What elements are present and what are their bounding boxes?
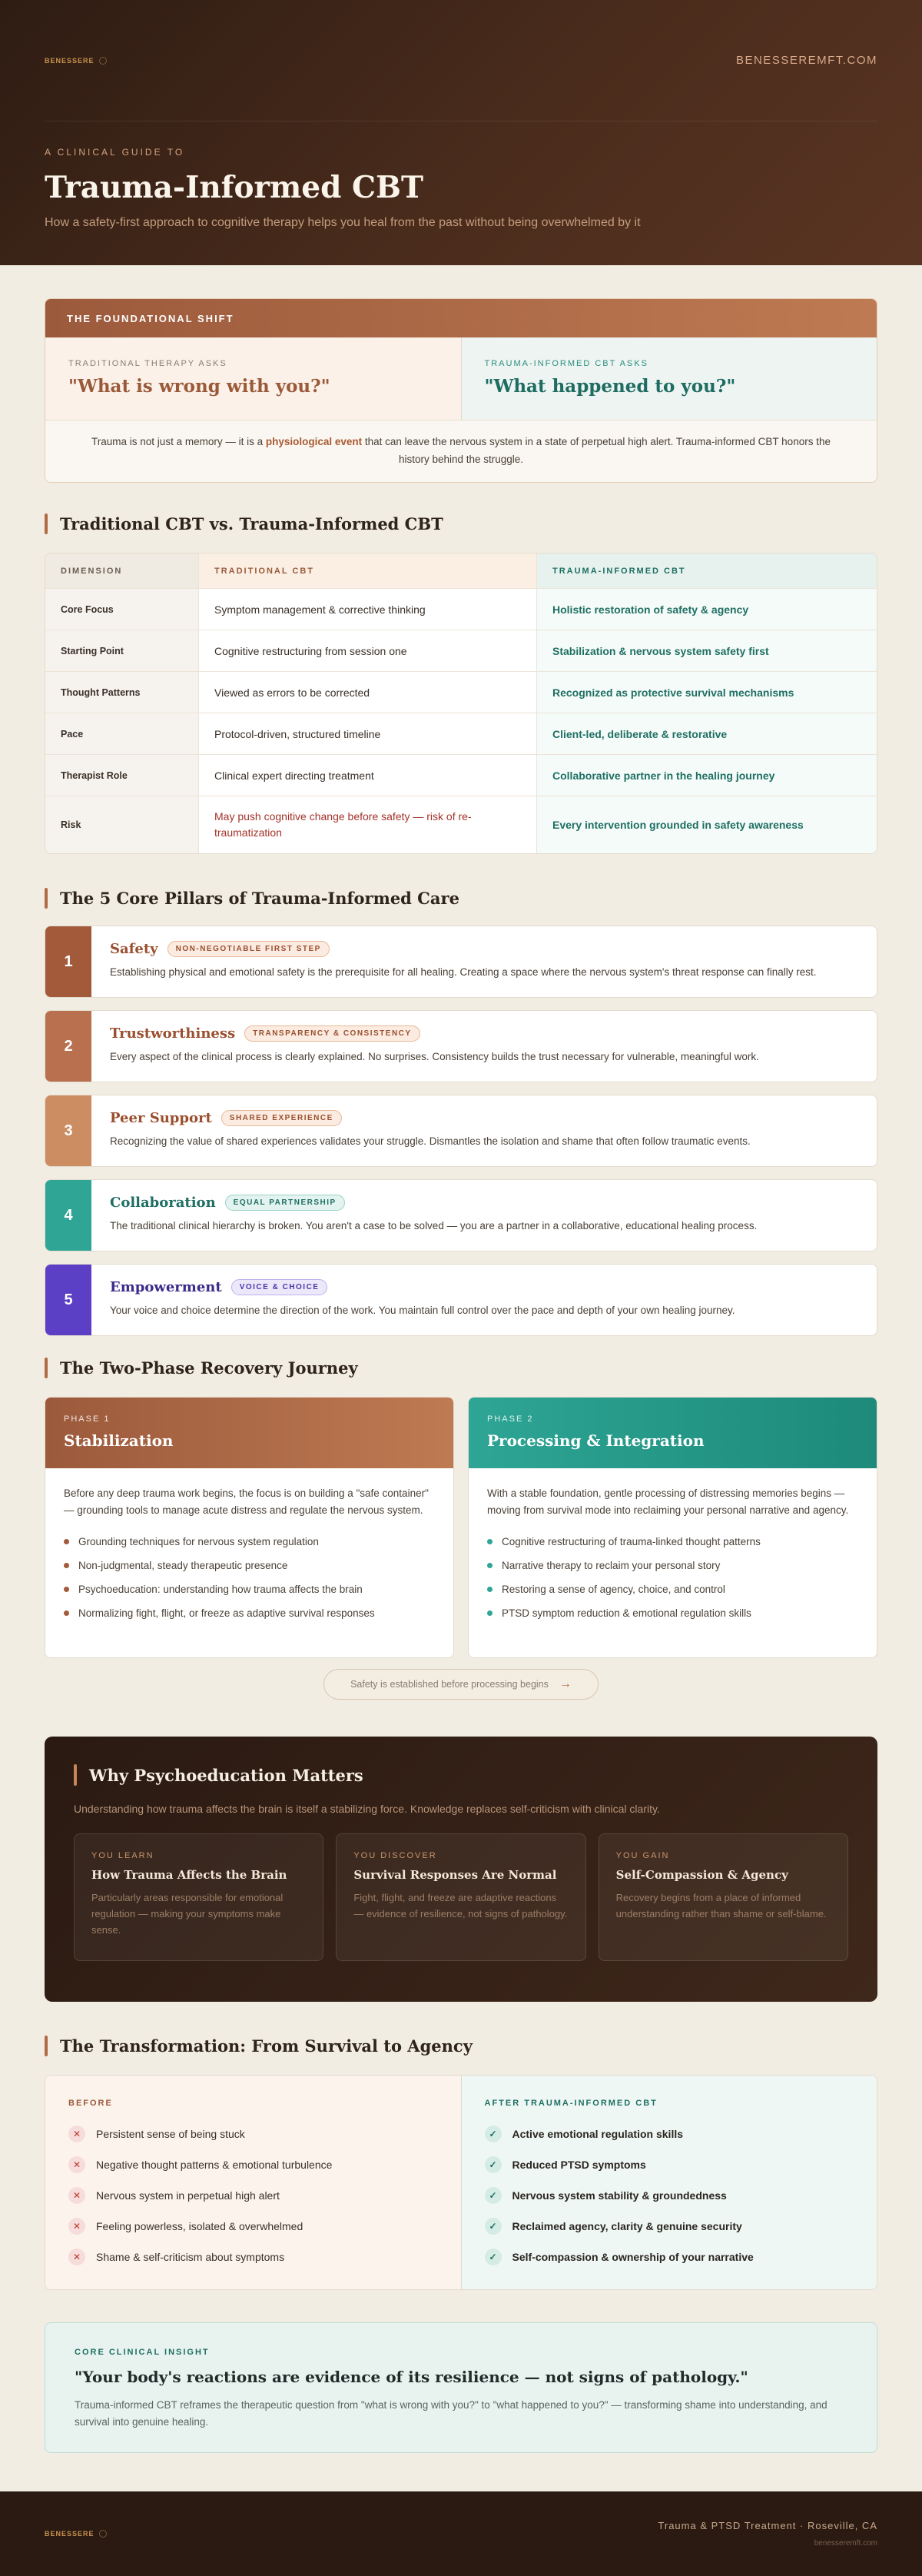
check-icon: ✓ [485, 2218, 502, 2235]
phase-card [45, 1397, 454, 1658]
list-item [68, 2149, 438, 2180]
pillar-title: Collaboration [110, 1195, 216, 1211]
list-item [64, 1530, 435, 1554]
list-item [485, 2242, 854, 2272]
after-column [462, 2076, 877, 2289]
card-description: Fight, flight, and freeze are adaptive reactions — evidence of resilience, not signs of pathology. [353, 1892, 568, 1920]
logo-text: BENESSERE [45, 56, 95, 65]
psychoeducation-card [74, 1833, 323, 1961]
traditional-question-panel [45, 337, 462, 420]
pillar-card [45, 1010, 877, 1082]
cell-dimension: Pace [45, 713, 199, 754]
list-item [487, 1554, 858, 1577]
hero-eyebrow: A CLINICAL GUIDE TO [45, 147, 185, 158]
pillar-description: The traditional clinical hierarchy is broken. You aren't a case to be solved — you are a partner in a collaborative, educational healing process. [110, 1220, 758, 1231]
card-title: Survival Responses Are Normal [353, 1868, 557, 1882]
before-label: BEFORE [68, 2099, 113, 2108]
after-list [485, 2119, 854, 2272]
list-item [485, 2211, 854, 2242]
list-item [485, 2149, 854, 2180]
pillar-card [45, 1264, 877, 1336]
bullet-icon [487, 1587, 493, 1592]
footer-site-link[interactable]: benesseremft.com [814, 2539, 877, 2548]
pillars-list [45, 926, 877, 1336]
psychoeducation-card [599, 1833, 848, 1961]
phase-name: Stabilization [64, 1431, 174, 1450]
phase-note-text: Safety is established before processing begins [350, 1679, 549, 1690]
traditional-question: "What is wrong with you?" [68, 376, 330, 397]
cell-traditional-risk: May push cognitive change before safety — risk of re-traumatization [199, 796, 537, 853]
pillar-description: Your voice and choice determine the direction of the work. You maintain full control over the pace and depth of your own healing journey. [110, 1305, 735, 1316]
phase-header [45, 1398, 453, 1468]
list-item [68, 2211, 438, 2242]
insight-label: CORE CLINICAL INSIGHT [75, 2348, 210, 2357]
after-item-text: Reclaimed agency, clarity & genuine security [512, 2220, 742, 2232]
footer-tagline: Trauma & PTSD Treatment · Roseville, CA [658, 2520, 877, 2531]
pillar-number: 1 [45, 926, 91, 997]
bullet-text: Non-judgmental, steady therapeutic presence [78, 1559, 288, 1571]
bullet-icon [64, 1563, 69, 1568]
transformation-card [45, 2075, 877, 2290]
pillar-title: Empowerment [110, 1279, 222, 1295]
before-item-text: Feeling powerless, isolated & overwhelmed [96, 2220, 303, 2232]
foundational-shift-card [45, 298, 877, 483]
list-item [68, 2180, 438, 2211]
before-item-text: Persistent sense of being stuck [96, 2128, 245, 2140]
trauma-informed-label: TRAUMA-INFORMED CBT ASKS [484, 359, 648, 368]
list-item [485, 2180, 854, 2211]
cell-trauma-informed: Collaborative partner in the healing journey [537, 755, 877, 796]
bullet-icon [487, 1539, 493, 1544]
cell-traditional: Cognitive restructuring from session one [199, 630, 537, 671]
close-icon: ✕ [68, 2187, 85, 2204]
card-description: Recovery begins from a place of informed understanding rather than shame or self-blame. [615, 1892, 827, 1920]
table-row [45, 713, 877, 755]
insight-body: Trauma-informed CBT reframes the therapeutic question from "what is wrong with you?" to "what happened to you?" — transforming shame into understanding, and survival into genuine healing. [75, 2399, 827, 2428]
cell-trauma-informed: Stabilization & nervous system safety first [537, 630, 877, 671]
logo-mark-icon [99, 57, 107, 65]
cell-dimension: Risk [45, 796, 199, 853]
before-column [45, 2076, 462, 2289]
cell-dimension: Core Focus [45, 589, 199, 630]
page-title: Trauma-Informed CBT [45, 170, 423, 205]
foundational-body [45, 420, 877, 482]
list-item [64, 1601, 435, 1625]
card-label: YOU LEARN [91, 1851, 154, 1860]
before-item-text: Nervous system in perpetual high alert [96, 2189, 280, 2202]
bullet-text: Psychoeducation: understanding how trauma affects the brain [78, 1583, 363, 1595]
site-link[interactable]: BENESSEREMFT.COM [735, 54, 877, 67]
body-emphasis: physiological event [265, 436, 363, 447]
pillar-number: 5 [45, 1265, 91, 1335]
pillar-badge: SHARED EXPERIENCE [221, 1110, 342, 1126]
logo-mark-icon [99, 2530, 107, 2538]
card-title: Self-Compassion & Agency [615, 1868, 788, 1882]
after-item-text: Active emotional regulation skills [512, 2128, 684, 2140]
table-header-row [45, 553, 877, 589]
cell-dimension: Starting Point [45, 630, 199, 671]
close-icon: ✕ [68, 2249, 85, 2265]
cell-traditional: Protocol-driven, structured timeline [199, 713, 537, 754]
cell-dimension: Thought Patterns [45, 672, 199, 713]
phase-header [469, 1398, 877, 1468]
header-trauma-informed: TRAUMA-INFORMED CBT [537, 553, 877, 588]
cell-traditional: Viewed as errors to be corrected [199, 672, 537, 713]
card-title: How Trauma Affects the Brain [91, 1868, 287, 1882]
check-icon: ✓ [485, 2249, 502, 2265]
bullet-text: Normalizing fight, flight, or freeze as adaptive survival responses [78, 1607, 375, 1619]
phases-heading: The Two-Phase Recovery Journey [45, 1358, 877, 1378]
psychoeducation-cards [74, 1833, 848, 1961]
phase-description: With a stable foundation, gentle processing of distressing memories begins — moving from survival mode into reclaiming your personal narrative and agency. [487, 1487, 849, 1516]
body-text: that can leave the nervous system in a state of perpetual high alert. Trauma-informed CBT honors the history behind the struggle. [362, 436, 831, 465]
after-label: AFTER TRAUMA-INFORMED CBT [484, 2099, 658, 2108]
bullet-icon [64, 1610, 69, 1616]
bullet-icon [487, 1563, 493, 1568]
list-item [487, 1577, 858, 1601]
phase-description: Before any deep trauma work begins, the focus is on building a "safe container" — grounding tools to manage acute distress and regulate the nervous system. [64, 1487, 429, 1516]
pillar-number: 2 [45, 1011, 91, 1082]
pillar-number: 4 [45, 1180, 91, 1251]
table-row [45, 630, 877, 672]
bullet-text: Grounding techniques for nervous system regulation [78, 1535, 319, 1547]
psychoeducation-card [336, 1833, 585, 1961]
list-item [485, 2119, 854, 2149]
bullet-text: PTSD symptom reduction & emotional regulation skills [502, 1607, 751, 1619]
pillars-heading: The 5 Core Pillars of Trauma-Informed Care [45, 888, 877, 909]
cell-traditional: Symptom management & corrective thinking [199, 589, 537, 630]
pillar-badge: EQUAL PARTNERSHIP [225, 1195, 345, 1211]
trauma-informed-question: "What happened to you?" [484, 376, 736, 397]
bullet-icon [487, 1610, 493, 1616]
after-item-text: Reduced PTSD symptoms [512, 2159, 646, 2171]
before-item-text: Shame & self-criticism about symptoms [96, 2251, 285, 2263]
check-icon: ✓ [485, 2187, 502, 2204]
phase-name: Processing & Integration [487, 1431, 705, 1450]
check-icon: ✓ [485, 2126, 502, 2142]
cell-trauma-informed: Holistic restoration of safety & agency [537, 589, 877, 630]
before-list [68, 2119, 438, 2272]
hero-nav [45, 0, 877, 121]
table-row [45, 796, 877, 853]
pillar-title: Safety [110, 941, 158, 957]
psychoeducation-subtitle: Understanding how trauma affects the brain is itself a stabilizing force. Knowledge replaces self-criticism with clinical clarity. [74, 1803, 660, 1815]
pillar-card [45, 1179, 877, 1251]
list-item [68, 2119, 438, 2149]
cell-trauma-informed: Recognized as protective survival mechanisms [537, 672, 877, 713]
insight-quote: "Your body's reactions are evidence of its resilience — not signs of pathology." [75, 2368, 748, 2386]
trauma-informed-question-panel [462, 337, 877, 420]
after-item-text: Self-compassion & ownership of your narrative [512, 2251, 754, 2263]
phase-label: PHASE 2 [487, 1414, 534, 1424]
header-dimension: DIMENSION [45, 553, 199, 588]
footer-logo-text: BENESSERE [45, 2530, 95, 2538]
phase-label: PHASE 1 [64, 1414, 111, 1424]
card-label: YOU GAIN [615, 1851, 670, 1860]
card-label: YOU DISCOVER [353, 1851, 437, 1860]
comparison-table [45, 553, 877, 854]
transformation-heading: The Transformation: From Survival to Agency [45, 2036, 877, 2056]
hero [0, 0, 922, 265]
list-item [68, 2242, 438, 2272]
check-icon: ✓ [485, 2156, 502, 2173]
cell-traditional: Clinical expert directing treatment [199, 755, 537, 796]
pillar-card [45, 1095, 877, 1167]
pillar-description: Recognizing the value of shared experiences validates your struggle. Dismantles the isolation and shame that often follow traumatic events. [110, 1135, 751, 1147]
foundational-header: THE FOUNDATIONAL SHIFT [45, 299, 877, 337]
logo[interactable] [45, 57, 107, 65]
close-icon: ✕ [68, 2218, 85, 2235]
pillar-description: Establishing physical and emotional safety is the prerequisite for all healing. Creating a space where the nervous system's threat response can finally rest. [110, 966, 817, 978]
close-icon: ✕ [68, 2126, 85, 2142]
pillar-badge: NON-NEGOTIABLE FIRST STEP [167, 941, 330, 957]
pillar-title: Peer Support [110, 1110, 212, 1126]
hero-subtitle: How a safety-first approach to cognitive therapy helps you heal from the past without being overwhelmed by it [45, 216, 641, 229]
bullet-text: Restoring a sense of agency, choice, and control [502, 1583, 725, 1595]
close-icon: ✕ [68, 2156, 85, 2173]
comparison-heading: Traditional CBT vs. Trauma-Informed CBT [45, 514, 877, 534]
pillar-title: Trustworthiness [110, 1025, 236, 1042]
arrow-right-icon: → [559, 1677, 572, 1690]
cell-dimension: Therapist Role [45, 755, 199, 796]
bullet-text: Cognitive restructuring of trauma-linked thought patterns [502, 1535, 761, 1547]
bullet-icon [64, 1539, 69, 1544]
header-traditional: TRADITIONAL CBT [199, 553, 537, 588]
body-text: Trauma is not just a memory — it is a [91, 436, 266, 447]
psychoeducation-heading: Why Psychoeducation Matters [74, 1764, 848, 1786]
phases-grid [45, 1397, 877, 1658]
table-row [45, 755, 877, 796]
psychoeducation-section [45, 1737, 877, 2002]
before-item-text: Negative thought patterns & emotional turbulence [96, 2159, 333, 2171]
phase-transition-note [323, 1669, 599, 1700]
pillar-badge: TRANSPARENCY & CONSISTENCY [244, 1025, 420, 1042]
pillar-card [45, 926, 877, 998]
list-item [487, 1601, 858, 1625]
cell-trauma-informed: Every intervention grounded in safety awareness [537, 796, 877, 853]
bullet-icon [64, 1587, 69, 1592]
phase-bullets [487, 1530, 858, 1625]
footer [0, 2491, 922, 2576]
footer-logo[interactable] [45, 2530, 107, 2538]
clinical-insight-callout [45, 2322, 877, 2453]
list-item [64, 1577, 435, 1601]
list-item [64, 1554, 435, 1577]
cell-trauma-informed: Client-led, deliberate & restorative [537, 713, 877, 754]
table-row [45, 672, 877, 713]
pillar-badge: VOICE & CHOICE [231, 1279, 328, 1295]
pillar-number: 3 [45, 1095, 91, 1166]
list-item [487, 1530, 858, 1554]
after-item-text: Nervous system stability & groundedness [512, 2189, 727, 2202]
bullet-text: Narrative therapy to reclaim your personal story [502, 1559, 721, 1571]
pillar-description: Every aspect of the clinical process is clearly explained. No surprises. Consistency builds the trust necessary for vulnerable, meaningful work. [110, 1051, 759, 1062]
table-row [45, 589, 877, 630]
card-description: Particularly areas responsible for emotional regulation — making your symptoms make sense. [91, 1892, 284, 1936]
phase-bullets [64, 1530, 435, 1625]
phase-card [468, 1397, 877, 1658]
traditional-label: TRADITIONAL THERAPY ASKS [68, 359, 227, 368]
